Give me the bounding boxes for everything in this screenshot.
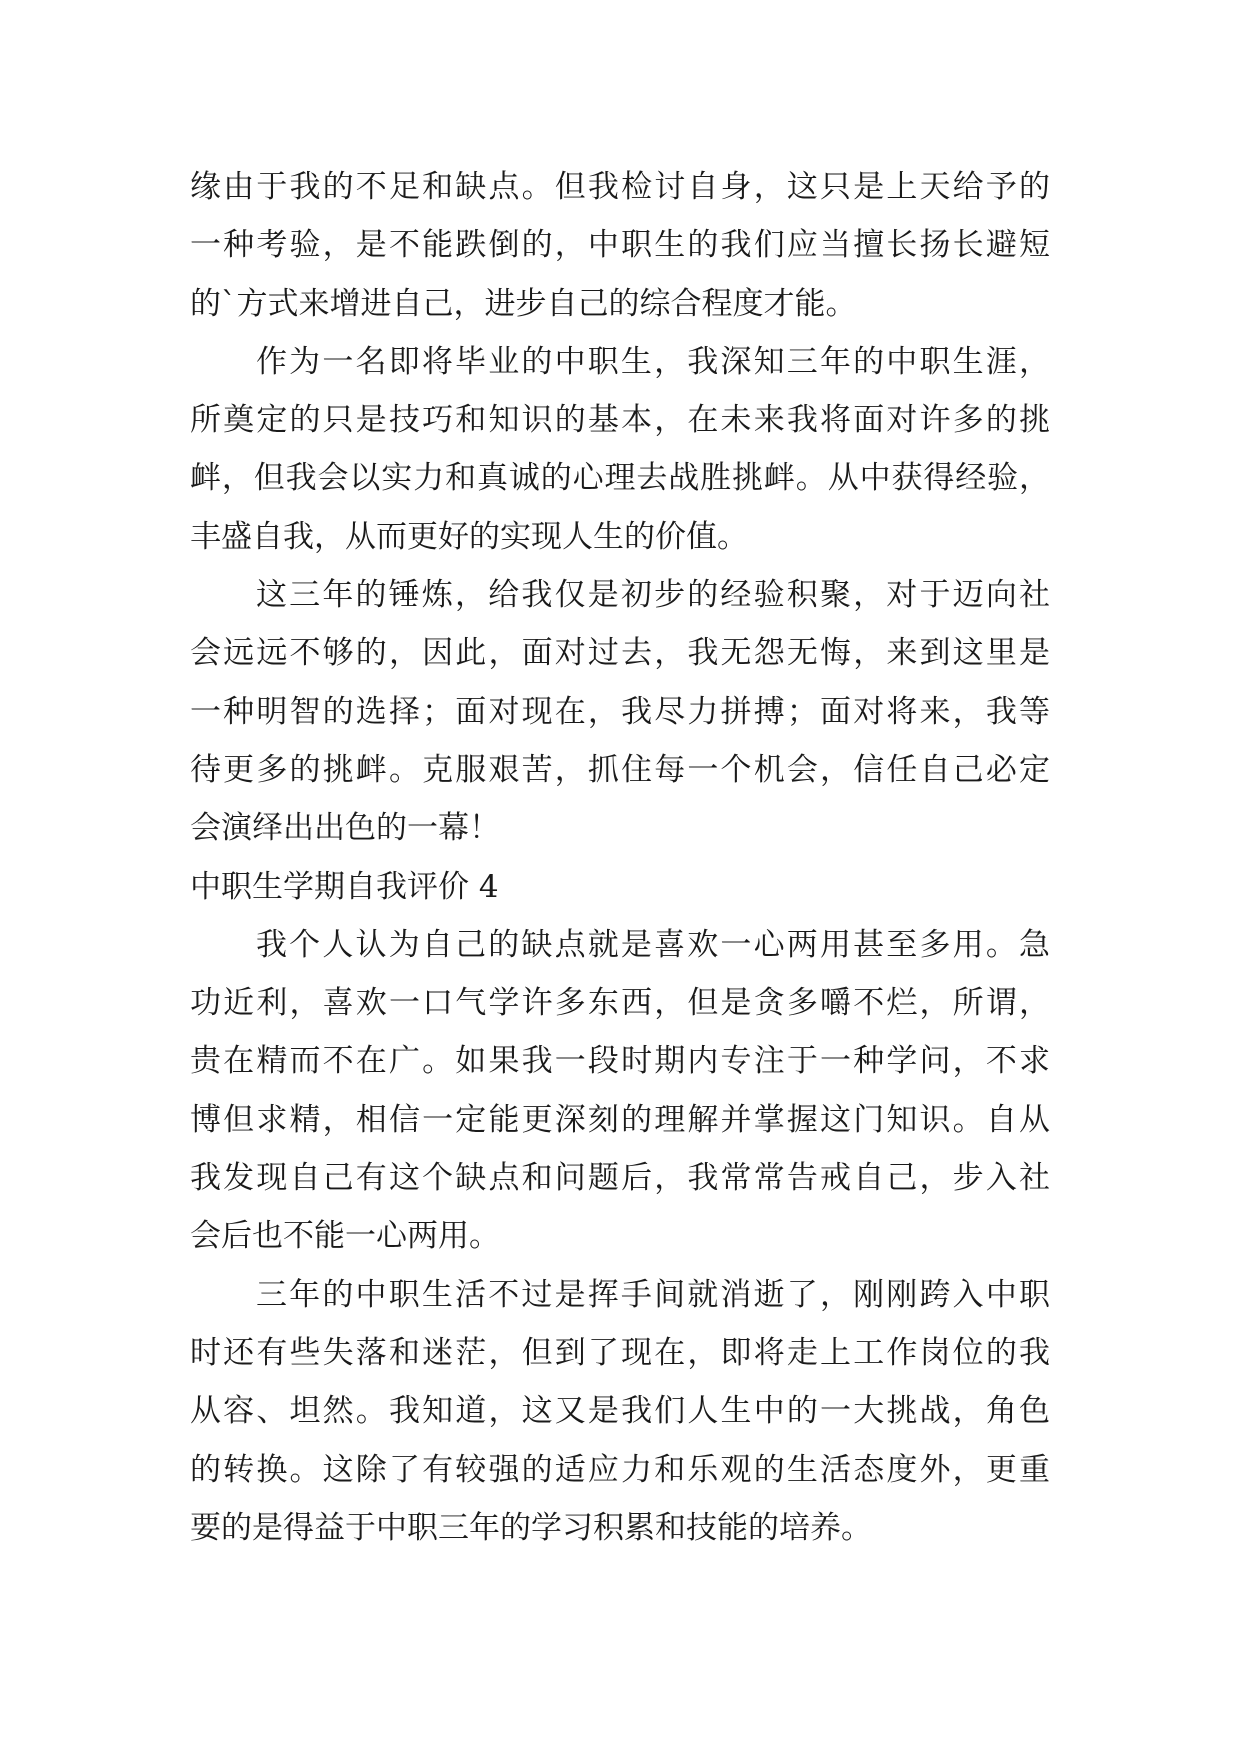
document-body <box>190 158 1050 1557</box>
text-line: 博但求精，相信一定能更深刻的理解并掌握这门知识。自从 <box>190 1101 1050 1138</box>
text-line: 所奠定的只是技巧和知识的基本，在未来我将面对许多的挑 <box>190 402 1050 439</box>
text-line: 待更多的挑衅。克服艰苦，抓住每一个机会，信任自己必定 <box>190 751 1050 788</box>
text-line: 作为一名即将毕业的中职生，我深知三年的中职生涯， <box>256 343 1050 380</box>
text-line: 贵在精而不在广。如果我一段时期内专注于一种学问，不求 <box>190 1043 1050 1080</box>
paragraph-4 <box>190 916 1050 1266</box>
text-line: 丰盛自我，从而更好的实现人生的价值。 <box>190 518 748 555</box>
text-line: 一种考验，是不能跌倒的，中职生的我们应当擅长扬长避短 <box>190 227 1050 264</box>
text-line: 三年的中职生活不过是挥手间就消逝了，刚刚跨入中职 <box>256 1276 1050 1313</box>
text-line: 这三年的锤炼，给我仅是初步的经验积聚，对于迈向社 <box>256 577 1050 614</box>
paragraph-5 <box>190 1266 1050 1557</box>
paragraph-2 <box>190 333 1050 566</box>
text-line: 从容、坦然。我知道，这又是我们人生中的一大挑战，角色 <box>190 1393 1050 1430</box>
paragraph-1 <box>190 158 1050 333</box>
text-line: 一种明智的选择；面对现在，我尽力拼搏；面对将来，我等 <box>190 693 1050 730</box>
text-line: 我发现自己有这个缺点和问题后，我常常告戒自己，步入社 <box>190 1160 1050 1197</box>
text-line: 会演绎出出色的一幕！ <box>190 810 500 847</box>
text-line: 会远远不够的，因此，面对过去，我无怨无悔，来到这里是 <box>190 635 1050 672</box>
section-heading: 中职生学期自我评价 4 <box>190 868 499 905</box>
text-line: 衅，但我会以实力和真诚的心理去战胜挑衅。从中获得经验， <box>190 460 1050 497</box>
text-line: 要的是得益于中职三年的学习积累和技能的培养。 <box>190 1509 872 1546</box>
text-line: 我个人认为自己的缺点就是喜欢一心两用甚至多用。急 <box>256 926 1050 963</box>
text-line: 时还有些失落和迷茫，但到了现在，即将走上工作岗位的我 <box>190 1334 1050 1371</box>
text-line: 缘由于我的不足和缺点。但我检讨自身，这只是上天给予的 <box>190 169 1050 205</box>
paragraph-3 <box>190 566 1050 857</box>
text-line: 会后也不能一心两用。 <box>190 1218 500 1255</box>
text-line: 的`方式来增进自己，进步自己的综合程度才能。 <box>190 285 857 322</box>
text-line: 功近利，喜欢一口气学许多东西，但是贪多嚼不烂，所谓， <box>190 985 1050 1022</box>
text-line: 的转换。这除了有较强的适应力和乐观的生活态度外，更重 <box>190 1451 1050 1488</box>
